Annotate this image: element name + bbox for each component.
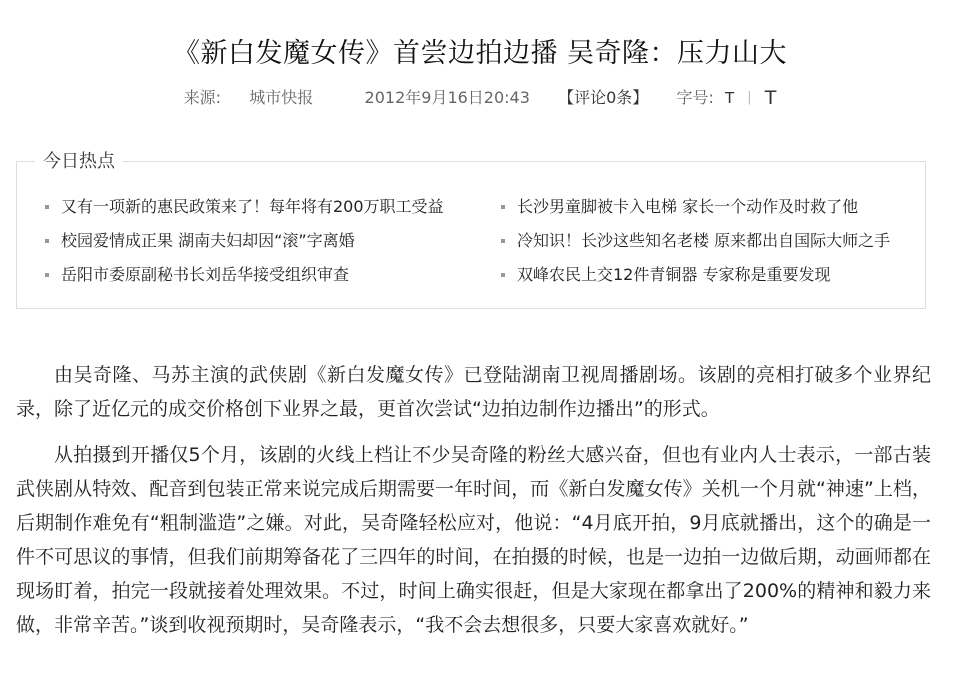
- hot-news-link[interactable]: 又有一项新的惠民政策来了！每年将有200万职工受益: [45, 195, 444, 229]
- font-size-separator: |: [747, 89, 752, 105]
- publish-datetime: 2012年9月16日20:43: [364, 87, 530, 107]
- hot-news-link[interactable]: 双峰农民上交12件青铜器 专家称是重要发现: [501, 263, 890, 297]
- font-small-button[interactable]: T: [724, 88, 735, 107]
- article-meta: [0, 86, 960, 109]
- bullet-icon: [501, 205, 505, 209]
- bullet-icon: [501, 239, 505, 243]
- comment-count-link[interactable]: 【评论0条】: [558, 87, 649, 107]
- hot-news-link[interactable]: 岳阳市委原副秘书长刘岳华接受组织审查: [45, 263, 444, 297]
- source-label: 来源:: [183, 87, 222, 107]
- article-body: [16, 358, 931, 654]
- bullet-icon: [45, 239, 49, 243]
- font-large-button[interactable]: T: [764, 86, 777, 109]
- bullet-icon: [501, 273, 505, 277]
- hot-news-link[interactable]: 冷知识！长沙这些知名老楼 原来都出自国际大师之手: [501, 229, 890, 263]
- font-size-label: 字号:: [676, 87, 714, 107]
- source-name: 城市快报: [249, 87, 314, 107]
- hot-news-left-column: [45, 195, 444, 297]
- bullet-icon: [45, 205, 49, 209]
- hot-news-title: 今日热点: [35, 149, 123, 175]
- hot-news-box: [16, 151, 926, 309]
- bullet-icon: [45, 273, 49, 277]
- article-paragraph: 由吴奇隆、马苏主演的武侠剧《新白发魔女传》已登陆湖南卫视周播剧场。该剧的亮相打破多个业界纪录，除了近亿元的成交价格创下业界之最，更首次尝试“边拍边制作边播出”的形式。: [16, 364, 931, 420]
- hot-news-link[interactable]: 校园爱情成正果 湖南夫妇却因“滚”字离婚: [45, 229, 444, 263]
- hot-news-link[interactable]: 长沙男童脚被卡入电梯 家长一个动作及时救了他: [501, 195, 890, 229]
- article-paragraph: 从拍摄到开播仅5个月，该剧的火线上档让不少吴奇隆的粉丝大感兴奋，但也有业内人士表示，一部古装武侠剧从特效、配音到包装正常来说完成后期需要一年时间，而《新白发魔女传》关机一个月就“神速”上档，后期制作难免有“粗制滥造”之嫌。对此，吴奇隆轻松应对，他说：“4月底开拍，9月底就播出，这个的确是一件不可思议的事情，但我们前期筹备花了三四年的时间，在拍摄的时候，也是一边拍一边做后期，动画师都在现场盯着，拍完一段就接着处理效果。不过，时间上确实很赶，但是大家现在都拿出了200%的精神和毅力来做，非常辛苦。”谈到收视预期时，吴奇隆表示，“我不会去想很多，只要大家喜欢就好。”: [16, 444, 931, 636]
- article-title: 《新白发魔女传》首尝边拍边播 吴奇隆：压力山大: [172, 38, 788, 69]
- hot-news-right-column: [501, 195, 890, 297]
